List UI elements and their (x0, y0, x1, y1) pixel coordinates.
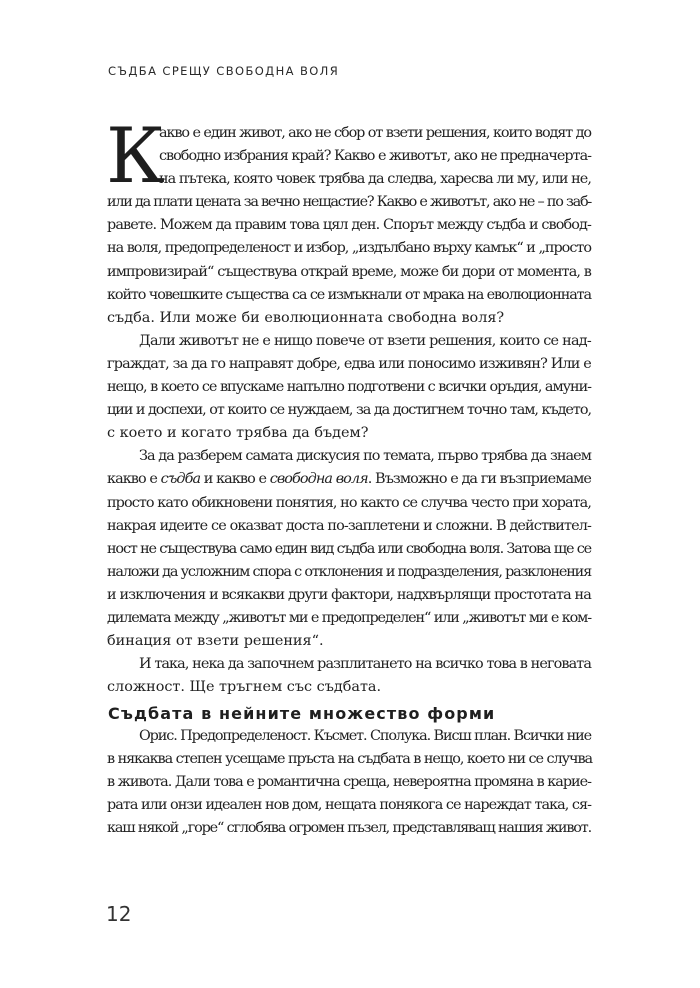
text-line: сложност. Ще тръгнем със съдбата. (107, 679, 382, 696)
text-line: рата или онзи идеален нов дом, нещата понякога се нареждат така, ся- (107, 797, 591, 814)
text-line: ции и доспехи, от които се нуждаем, за да достигнем точно там, където, (107, 402, 591, 419)
text-line: импровизирай“ съществува открай време, може би дори от момента, в (107, 263, 591, 280)
emphasis-free-will: свободна воля (269, 471, 368, 488)
text-fragment: и какво е (200, 471, 270, 488)
text-line: Дали животът не е нищо повече от взети решения, които се над- (139, 332, 591, 349)
text-line: бинация от взети решения“. (107, 633, 324, 650)
paragraph-1 (107, 122, 591, 330)
text-line: и изключения и всякакви други фактори, надхвърлящи простотата на (107, 586, 591, 603)
drop-cap-letter: К (106, 111, 165, 200)
text-line: в живота. Дали това е романтична среща, невероятна промяна в карие- (107, 774, 591, 791)
text-line: на воля, предопределеност и избор, „издълбано върху камък“ и „просто (107, 240, 591, 257)
text-line: За да разберем самата дискусия по темата, първо трябва да знаем (139, 448, 591, 465)
text-line: дилемата между „животът ми е предопределен“ или „животът ми е ком- (107, 609, 591, 626)
text-line: с което и когато трябва да бъдем? (107, 425, 369, 442)
text-line: акво е един живот, ако не сбор от взети решения, които водят до (159, 125, 591, 141)
paragraph-3 (107, 445, 591, 653)
paragraph-4 (107, 653, 591, 699)
emphasis-fate: съдба (160, 471, 201, 488)
main-text-block (107, 122, 591, 699)
text-fragment: какво е (107, 471, 161, 488)
section-text-block (107, 725, 591, 840)
text-line: свободно избрания край? Какво е животът, ако не предначерта- (159, 148, 591, 165)
running-head: СЪДБА СРЕЩУ СВОБОДНА ВОЛЯ (108, 64, 340, 78)
text-line: равете. Можем да правим това цял ден. Спорът между съдба и свобод- (107, 217, 591, 234)
text-line: Орис. Предопределеност. Късмет. Сполука. Висш план. Всички ние (139, 728, 591, 744)
text-line: съдба. Или може би еволюционната свободна воля? (107, 309, 505, 326)
section-heading: Съдбата в нейните множество форми (108, 704, 496, 723)
text-line: И така, нека да започнем разплитането на всичко това в неговата (139, 656, 591, 673)
paragraph-2 (107, 330, 591, 445)
text-line: наложи да усложним спора с отклонения и подразделения, разклонения (107, 563, 591, 580)
text-line: просто като обикновени понятия, но както се случва често при хората, (107, 494, 591, 511)
text-line: който човешките същества са се измъкнали от мрака на еволюционната (107, 286, 591, 303)
text-line: каш някой „горе“ сглобява огромен пъзел, представляващ нашия живот. (107, 820, 591, 837)
text-line: в някаква степен усещаме пръста на съдбата в нещо, което ни се случва (107, 751, 593, 768)
text-fragment: . Възможно е да ги възприемаме (367, 471, 592, 488)
text-line: граждат, за да го направят добре, едва или поносимо изживян? Или е (107, 355, 591, 372)
text-line: или да плати цената за вечно нещастие? Какво е животът, ако не – по заб- (107, 194, 591, 211)
page-number: 12 (106, 902, 132, 926)
text-line: накрая идеите се оказват доста по-заплетени и сложни. В действител- (107, 517, 591, 534)
text-line-with-emphasis (107, 468, 591, 491)
text-line: на пътека, която човек трябва да следва, харесва ли му, или не, (159, 171, 591, 188)
text-line: ност не съществува само един вид съдба или свободна воля. Затова ще се (107, 540, 591, 557)
text-line: нещо, в което се впускаме напълно подготвени с всички оръдия, амуни- (107, 379, 591, 396)
